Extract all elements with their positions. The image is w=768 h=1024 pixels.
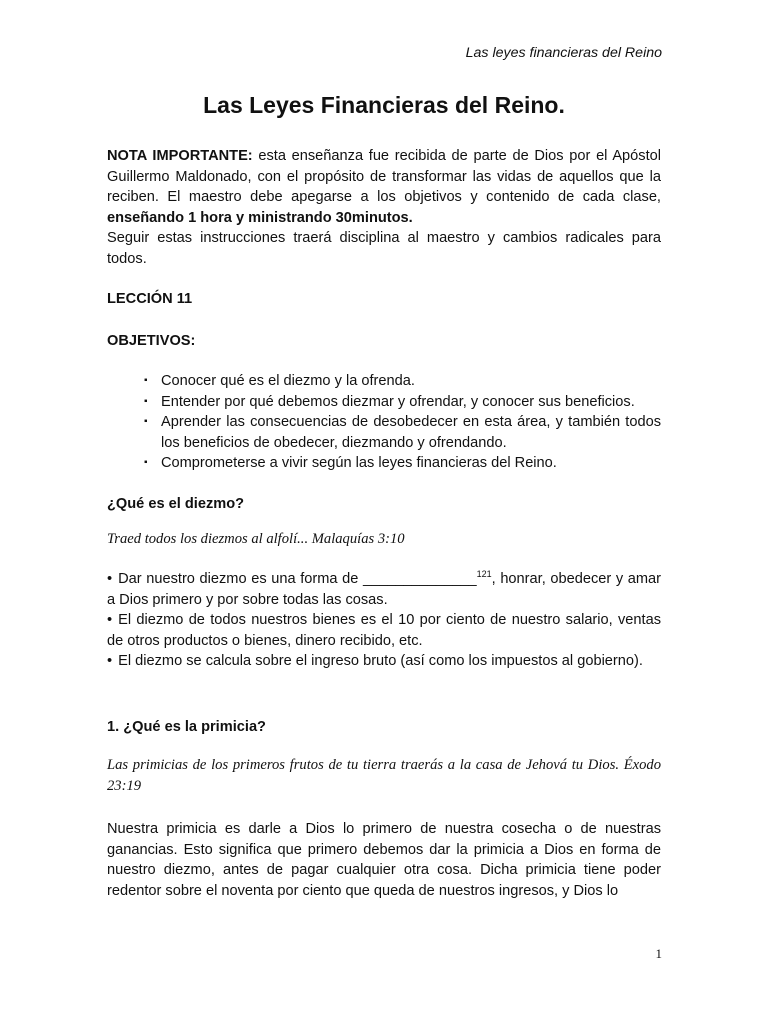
nota-followup: Seguir estas instrucciones traerá disciplina al maestro y cambios radicales para todos.	[107, 230, 661, 267]
square-bullet-icon: ▪	[144, 416, 148, 428]
section-heading-primicia: 1. ¿Qué es la primicia?	[107, 719, 266, 735]
document-title: Las Leyes Financieras del Reino.	[203, 92, 565, 118]
objective-item: ▪ Entender por qué debemos diezmar y ofrendar, y conocer sus beneficios.	[107, 392, 661, 413]
nota-label: NOTA IMPORTANTE:	[107, 148, 253, 164]
nota-text: esta enseñanza fue recibida de parte de Dios por el Apóstol Guillermo Maldonado, con el propósito de transformar las vidas de aquellos que la reciben. El maestro debe apegarse a los objetivos y contenido de cada clase,	[107, 148, 661, 206]
objective-item: ▪ Conocer qué es el diezmo y la ofrenda.	[107, 371, 661, 392]
nota-bold-text: enseñando 1 hora y ministrando 30minutos.	[107, 209, 413, 226]
verse-malaquias: Traed todos los diezmos al alfolí... Malaquías 3:10	[107, 531, 405, 547]
objective-item: ▪ Aprender las consecuencias de desobedecer en esta área, y también todos los beneficios de obedecer, diezmando y ofrendando.	[144, 414, 661, 451]
bullet-dot-icon: •	[107, 571, 113, 587]
objectives-list	[107, 371, 661, 474]
footnote-ref: 121	[476, 569, 492, 579]
square-bullet-icon: ▪	[144, 375, 148, 386]
running-header: Las leyes financieras del Reino	[465, 45, 662, 61]
diezmo-point: • El diezmo se calcula sobre el ingreso bruto (así como los impuestos al gobierno).	[107, 653, 643, 670]
bullet-dot-icon: •	[107, 653, 113, 670]
page-number: 1	[655, 946, 662, 961]
objective-item: ▪ Comprometerse a vivir según las leyes financieras del Reino.	[107, 453, 661, 474]
square-bullet-icon: ▪	[144, 457, 148, 469]
nota-importante-paragraph	[107, 146, 661, 270]
lesson-label: LECCIÓN 11	[107, 291, 193, 307]
primicia-paragraph: Nuestra primicia es darle a Dios lo primero de nuestra cosecha o de nuestras ganancias. Esto significa que primero debemos dar la primicia a Dios en forma de nuestro diezmo, antes de pagar cualquier otra cosa. Dicha primicia tiene poder redentor sobre el noventa por ciento que queda de nuestros ingresos, y Dios lo	[107, 821, 661, 899]
diezmo-points	[107, 569, 661, 672]
bullet-dot-icon: •	[107, 612, 113, 629]
objectives-heading: OBJETIVOS:	[107, 333, 196, 349]
diezmo-point: • El diezmo de todos nuestros bienes es el 10 por ciento de nuestro salario, ventas de otros productos o bienes, dinero recibido, etc.	[107, 612, 661, 649]
section-heading-diezmo: ¿Qué es el diezmo?	[107, 496, 245, 512]
diezmo-point: • Dar nuestro diezmo es una forma de ______________$^{121}$, honrar, obedecer y amar a Dios primero y por sobre todas las cosas.	[107, 569, 662, 608]
verse-exodo: Las primicias de los primeros frutos de tu tierra traerás a la casa de Jehová tu Dios. Éxodo 23:19	[107, 757, 661, 794]
square-bullet-icon: ▪	[144, 395, 148, 407]
